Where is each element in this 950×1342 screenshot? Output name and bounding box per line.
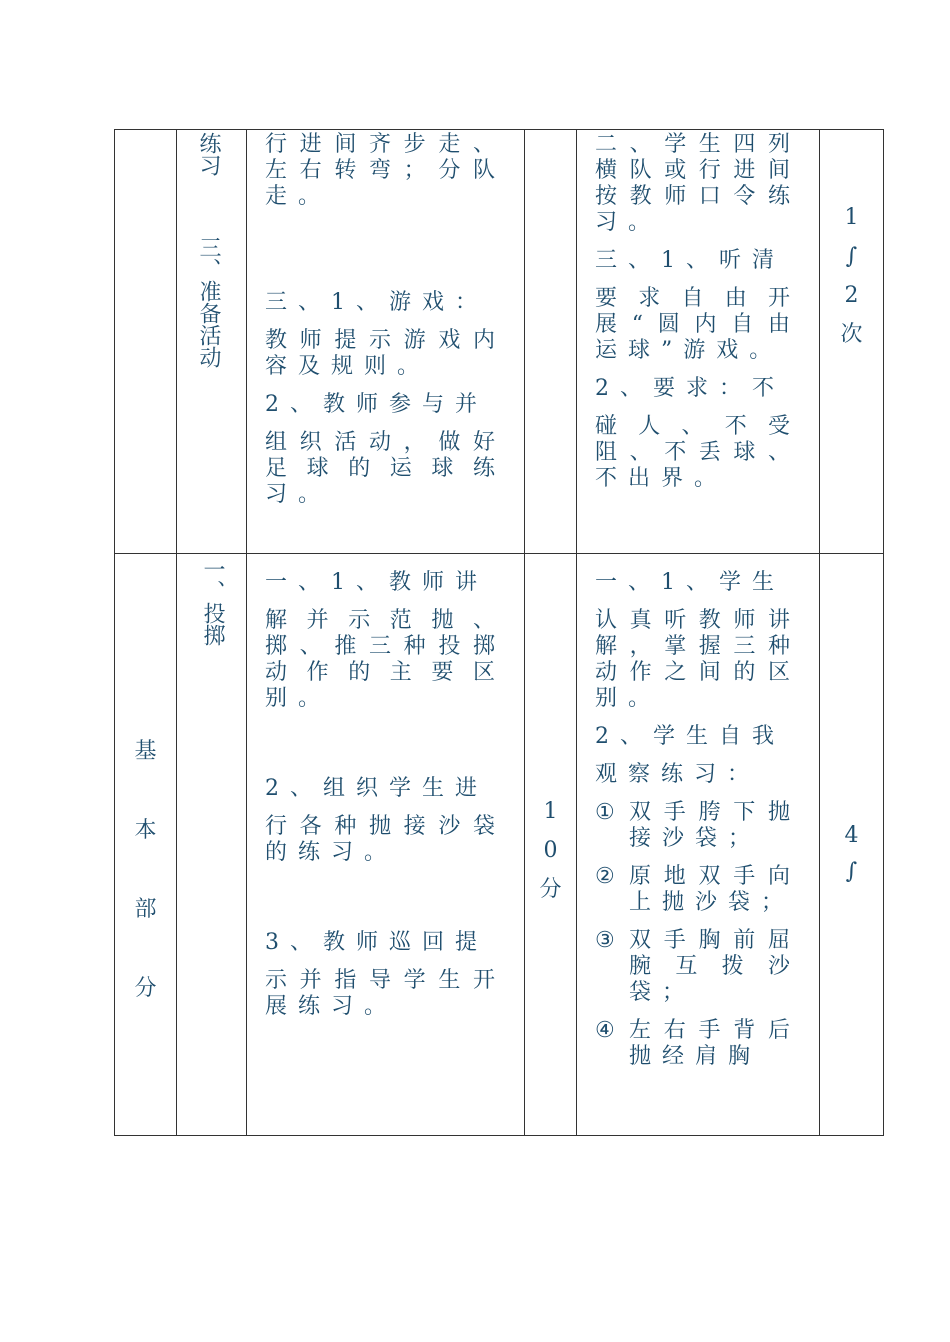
list-item-number: ② [595, 864, 626, 889]
part-char: 部 [134, 897, 157, 922]
teacher-text: 3、教师巡回提 [265, 930, 488, 955]
reps-char: 1 [844, 205, 859, 230]
reps-char: 2 [844, 283, 859, 308]
part-char: 本 [134, 818, 157, 843]
reps-char: 次 [840, 322, 863, 347]
student-text: 要求自由开展“圆内自由运球”游戏。 [595, 286, 801, 363]
list-item-number: ③ [595, 928, 626, 953]
teacher-text: 示并指导学生开展练习。 [265, 968, 506, 1019]
teacher-activity-cell [247, 554, 525, 1136]
section-label-throwing: 一、投掷 [200, 558, 225, 646]
part-char: 基 [134, 739, 157, 764]
lesson-plan-table [114, 129, 884, 1136]
list-item-text: 左右手背后抛经肩胸 [629, 1018, 801, 1069]
reps-char: 4 [844, 823, 859, 848]
list-item [595, 1018, 801, 1070]
section-label-warmup: 三、准备活动 [196, 236, 221, 368]
time-cell-empty [525, 130, 577, 554]
teacher-text: 行进间齐步走、左右转弯；分队走。 [265, 132, 506, 209]
student-text: 二、学生四列横队或行进间按教师口令练习。 [595, 132, 801, 235]
teacher-text: 三、1、游戏： [265, 290, 488, 315]
list-item-number: ④ [595, 1018, 626, 1043]
list-item-text: 双手胸前屈腕互拨沙袋； [629, 928, 801, 1005]
student-activity-cell [577, 130, 820, 554]
teacher-text: 教师提示游戏内容及规则。 [265, 328, 506, 379]
list-item [595, 928, 801, 1006]
table-row-warmup [115, 130, 884, 554]
list-item-number: ① [595, 800, 626, 825]
student-activity-cell [577, 554, 820, 1136]
reps-cell [820, 130, 884, 554]
teacher-text: 组织活动，做好足球的运球练习。 [265, 430, 506, 507]
reps-cell [820, 554, 884, 1136]
teacher-text: 解并示范抛、掷、推三种投掷动作的主要区别。 [265, 608, 506, 711]
teacher-text: 行各种抛接沙袋的练习。 [265, 814, 506, 865]
list-item [595, 864, 801, 916]
student-text: 一、1、学生 [595, 570, 785, 595]
part-char: 分 [134, 976, 157, 1001]
list-item-text: 双手胯下抛接沙袋； [629, 800, 801, 851]
teacher-activity-cell [247, 130, 525, 554]
student-text: 观察练习： [595, 762, 761, 787]
part-cell-empty [115, 130, 177, 554]
student-text: 2、学生自我 [595, 724, 785, 749]
student-text: 碰人、不受阻、不丢球、不出界。 [595, 414, 801, 491]
teacher-text: 一、1、教师讲 [265, 570, 488, 595]
reps-char: ∫ [845, 244, 858, 269]
table-row-main [115, 554, 884, 1136]
time-cell [525, 554, 577, 1136]
teacher-text: 2、教师参与并 [265, 392, 488, 417]
teacher-text: 2、组织学生进 [265, 776, 488, 801]
section-cell [177, 554, 247, 1136]
part-cell [115, 554, 177, 1136]
student-text: 2、要求：不 [595, 376, 785, 401]
section-label-top: 练习 [196, 132, 221, 176]
time-char: 1 [543, 799, 558, 824]
time-char: 0 [543, 838, 558, 863]
section-cell [177, 130, 247, 554]
student-text: 认真听教师讲解，掌握三种动作之间的区别。 [595, 608, 801, 711]
student-text: 三、1、听清 [595, 248, 785, 273]
list-item [595, 800, 801, 852]
list-item-text: 原地双手向上抛沙袋； [629, 864, 801, 915]
time-char: 分 [539, 877, 562, 902]
reps-char: ∫ [845, 859, 858, 884]
